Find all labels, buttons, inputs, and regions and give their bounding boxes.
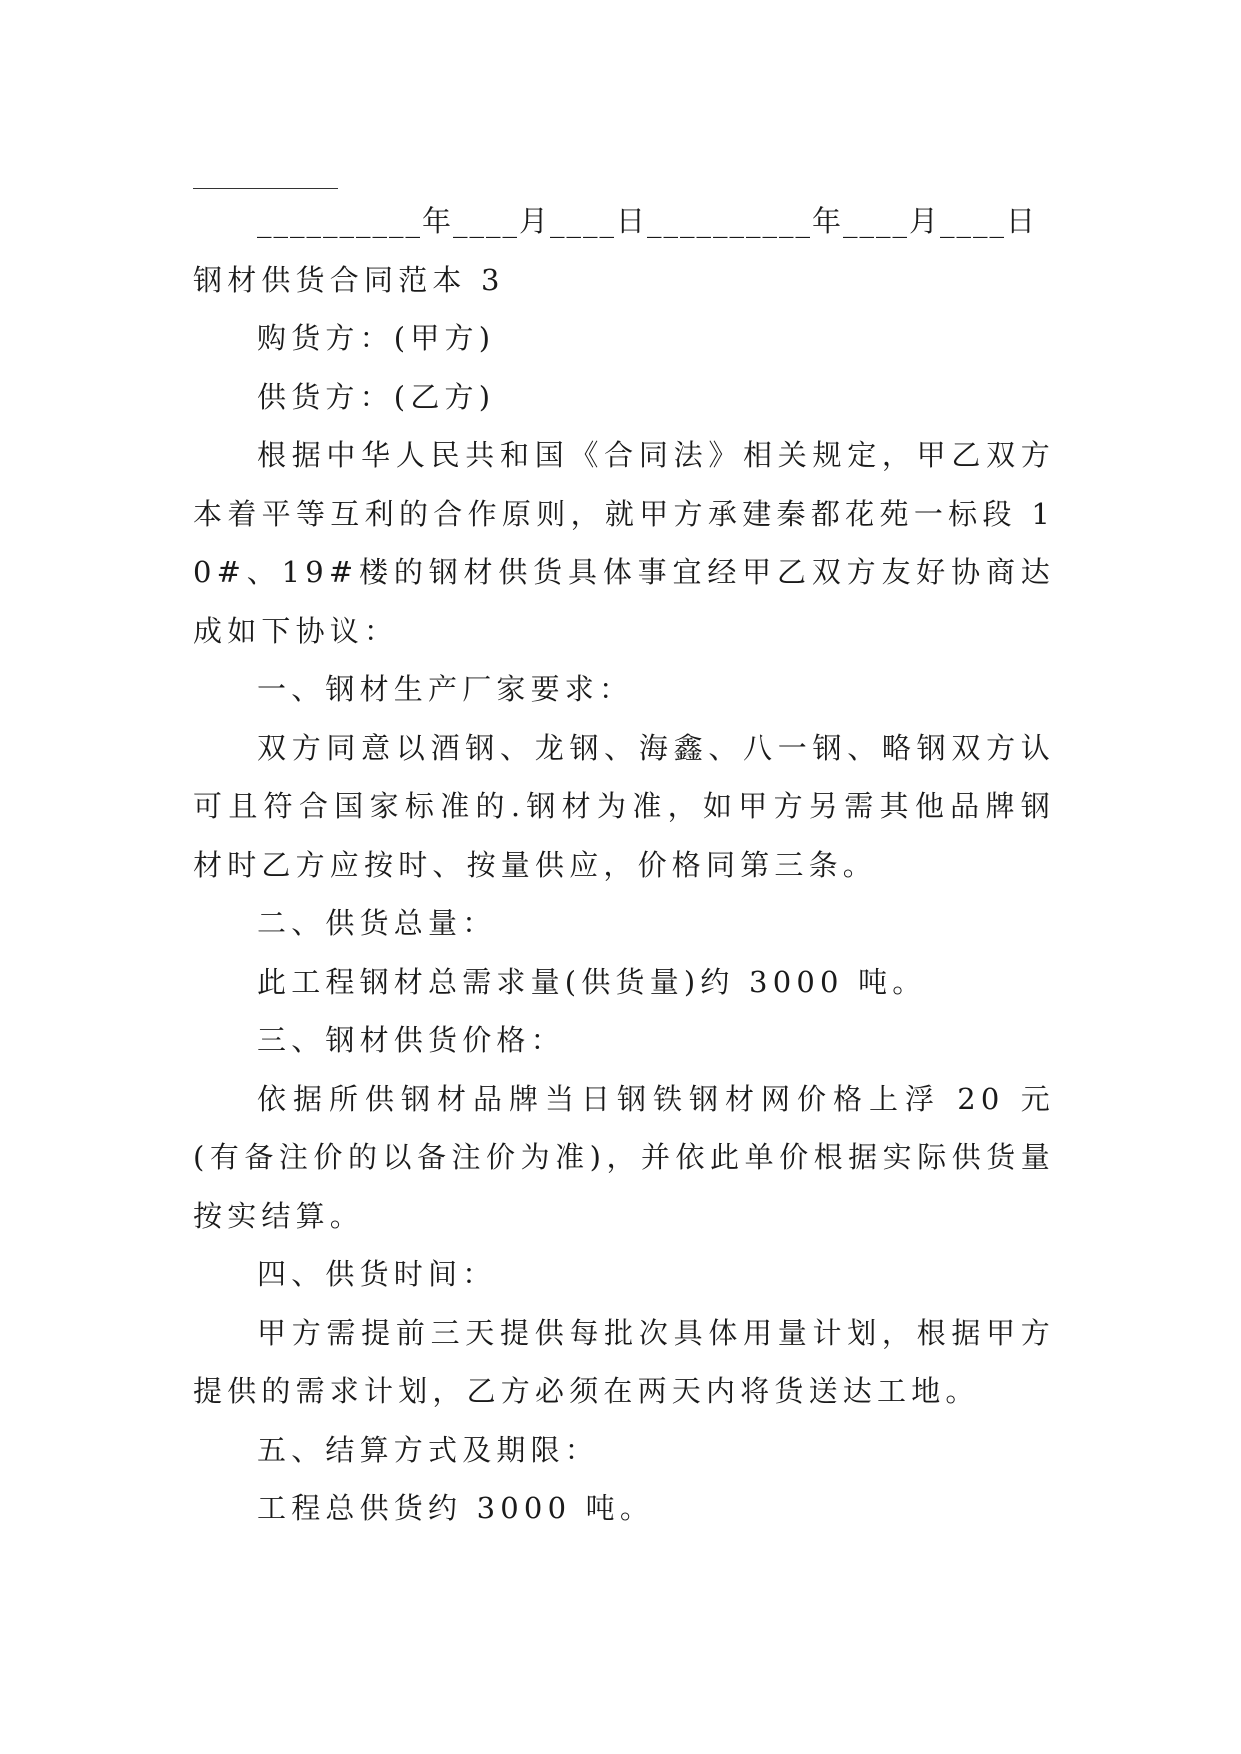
section-heading-quantity: 二、供货总量： (257, 906, 497, 940)
section-body-quantity: 此工程钢材总需求量(供货量)约 3000 吨。 (257, 964, 927, 999)
section-heading-settlement: 五、结算方式及期限： (257, 1432, 600, 1467)
signature-date-line: __________年____月____日__________年____月____日 (257, 204, 1038, 238)
document-title: 钢材供货合同范本 3 (193, 262, 505, 297)
section-heading-manufacturer: 一、钢材生产厂家要求： (257, 672, 634, 706)
section-heading-price: 三、钢材供货价格： (257, 1023, 565, 1057)
section-body-price: 依据所供钢材品牌当日钢铁钢材网价格上浮 20 元(有备注价的以备注价为准)，并依此单价根据实际供货量按实结算。 (193, 1081, 1055, 1233)
purchaser-line: 购货方：(甲方) (257, 321, 496, 355)
section-body-delivery-time: 甲方需提前三天提供每批次具体用量计划，根据甲方提供的需求计划，乙方必须在两天内将货送达工地。 (193, 1315, 1055, 1408)
section-body-settlement: 工程总供货约 3000 吨。 (257, 1491, 655, 1525)
document-body (193, 160, 1055, 1538)
section-body-manufacturer: 双方同意以酒钢、龙钢、海鑫、八一钢、略钢双方认可且符合国家标准的.钢材为准，如甲方另需其他品牌钢材时乙方应按时、按量供应，价格同第三条。 (193, 730, 1055, 882)
supplier-line: 供货方：(乙方) (257, 379, 496, 414)
signature-underline-stroke (193, 188, 338, 189)
intro-paragraph: 根据中华人民共和国《合同法》相关规定，甲乙双方本着平等互利的合作原则，就甲方承建秦都花苑一标段 10#、19#楼的钢材供货具体事宜经甲乙双方友好协商达成如下协议： (193, 438, 1055, 648)
section-heading-delivery-time: 四、供货时间： (257, 1257, 497, 1291)
signature-underline (193, 160, 1055, 192)
